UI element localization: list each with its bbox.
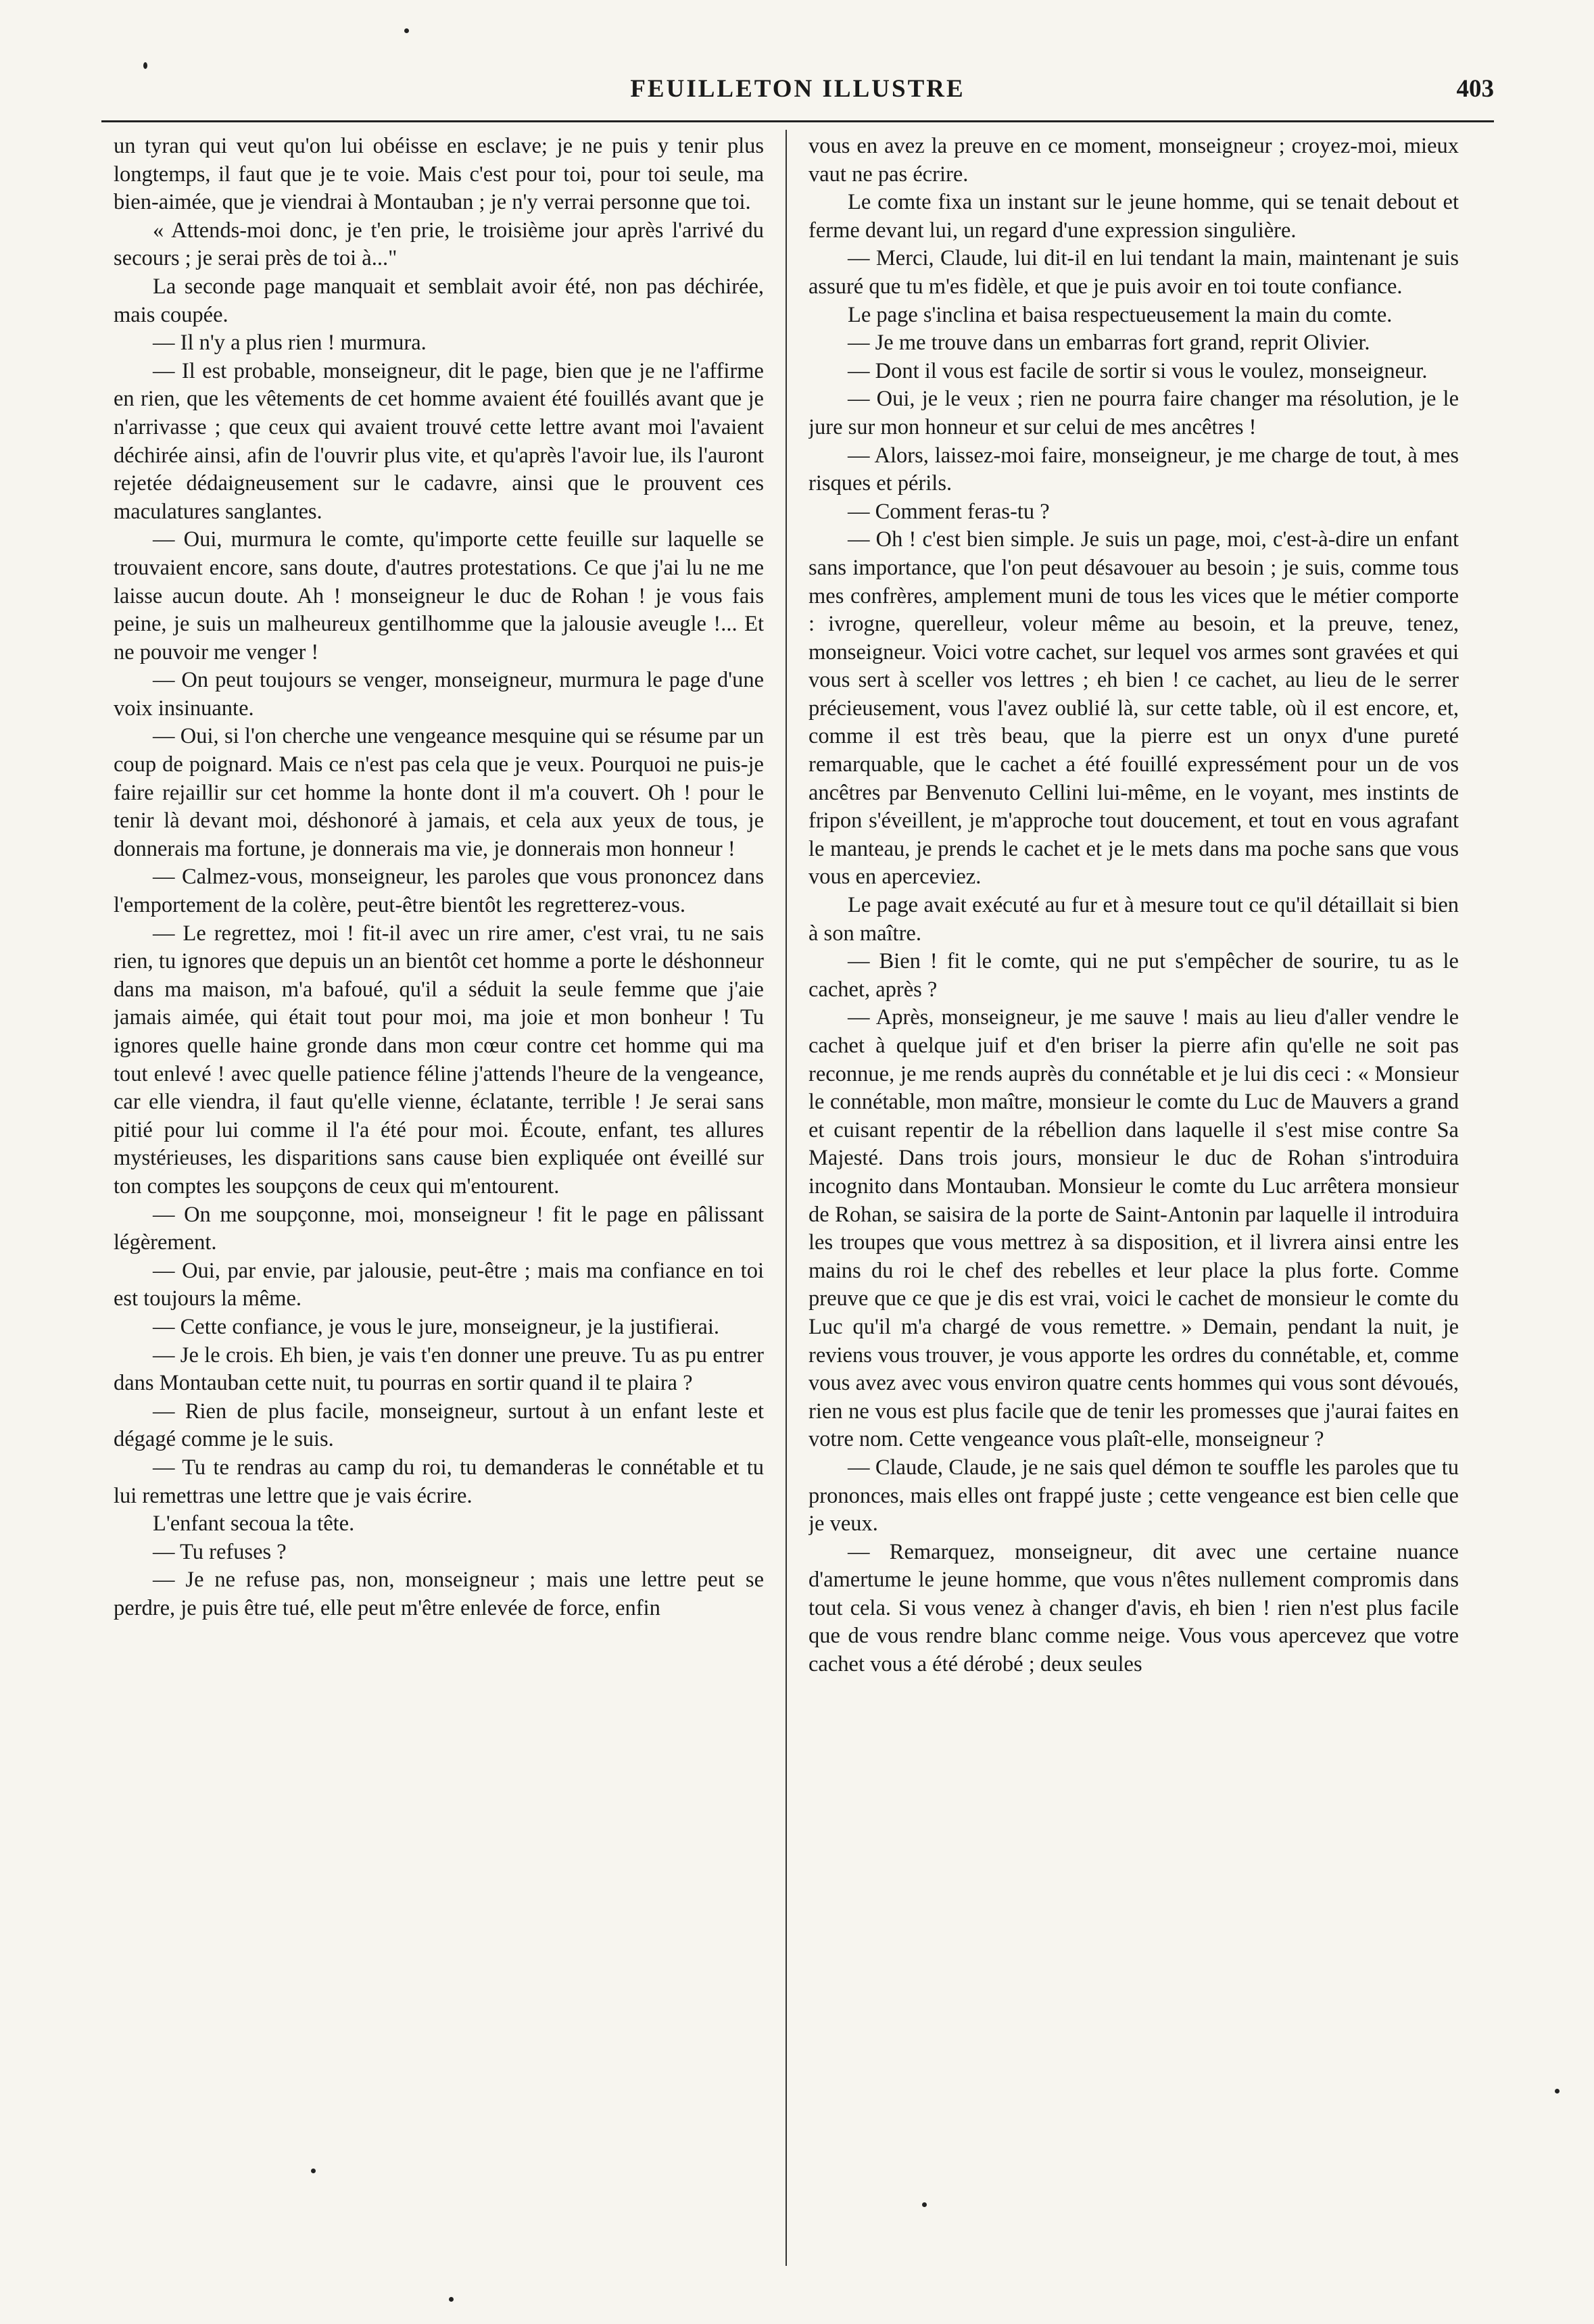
paragraph: — Je me trouve dans un embarras fort grand, reprit Olivier. — [848, 331, 1370, 356]
paragraph: — Il est probable, monseigneur, dit le page, bien que je ne l'affirme en rien, que les vêtements de cet homme avaient été fouillés avant que je n'arrivasse ; que ceux qui avaient trouvé cette lettre avant moi l'avaient déchirée ainsi, afin de l'ouvrir plus vite, et qu'après l'avoir lue, ils l'auront rejetée dédaigneusement sur le cadavre, ainsi que le prouvent ces maculatures sanglantes. — [114, 358, 764, 524]
paragraph: — Cette confiance, je vous le jure, monseigneur, je la justifierai. — [153, 1314, 720, 1339]
print-speck — [311, 2169, 316, 2173]
paragraph: Le comte fixa un instant sur le jeune homme, qui se tenait debout et ferme devant lui, un regard d'une expression singulière. — [808, 190, 1459, 243]
paragraph: — Calmez-vous, monseigneur, les paroles que vous prononcez dans l'emportement de la colère, peut-être bientôt les regretterez-vous. — [114, 865, 764, 918]
paragraph: « Attends-moi donc, je t'en prie, le troisième jour après l'arrivé du secours ; je serai près de toi à..." — [114, 218, 764, 271]
paragraph: Le page avait exécuté au fur et à mesure tout ce qu'il détaillait si bien à son maître. — [808, 893, 1459, 946]
paragraph: — Tu te rendras au camp du roi, tu demanderas le connétable et tu lui remettras une lettre que je vais écrire. — [114, 1455, 764, 1508]
print-speck — [449, 2297, 454, 2302]
paragraph: — Alors, laissez-moi faire, monseigneur, je me charge de tout, à mes risques et périls. — [808, 443, 1459, 496]
paragraph: — Oh ! c'est bien simple. Je suis un page, moi, c'est-à-dire un enfant sans importance, que l'on peut désavouer au besoin ; je suis, comme tous mes confrères, amplement muni de tous les vices que le métier comporte : ivrogne, querelleur, voleur même au besoin, et la preuve, tenez, monseigneur. Voici votre cachet, sur lequel vos armes sont gravées et qui vous sert à sceller vos lettres ; eh bien ! ce cachet, au lieu de le serrer précieusement, vous l'avez oublié là, sur cette table, où il est encore, et, comme il est très beau, que la pierre est un onyx d'une pureté remarquable, que le cachet a été fouillé expressément pour un de vos ancêtres par Benvenuto Cellini lui-même, en le voyant, mes instints de fripon s'éveillent, je m'approche tout doucement, et tout en vous agrafant le manteau, je prends le cachet et je le mets dans ma poche sans que vous vous en aperceviez. — [808, 527, 1459, 890]
paragraph: — Dont il vous est facile de sortir si vous le voulez, monseigneur. — [848, 358, 1428, 383]
paragraph: — Merci, Claude, lui dit-il en lui tendant la main, maintenant je suis assuré que tu m'es fidèle, et que je puis avoir en toi toute confiance. — [808, 246, 1459, 299]
paragraph: — On me soupçonne, moi, monseigneur ! fit le page en pâlissant légèrement. — [114, 1202, 764, 1255]
paragraph: — Oui, par envie, par jalousie, peut-être ; mais ma confiance en toi est toujours la même. — [114, 1258, 764, 1311]
paragraph: La seconde page manquait et semblait avoir été, non pas déchirée, mais coupée. — [114, 274, 764, 327]
right-column — [808, 132, 1459, 2262]
paragraph: — Oui, je le veux ; rien ne pourra faire changer ma résolution, je le jure sur mon honneur et sur celui de mes ancêtres ! — [808, 387, 1459, 439]
left-column — [114, 132, 764, 2262]
print-speck — [922, 2202, 927, 2207]
running-title: FEUILLETON ILLUSTRE — [630, 75, 965, 103]
paragraph: vous en avez la preuve en ce moment, monseigneur ; croyez-moi, mieux vaut ne pas écrire. — [808, 134, 1459, 187]
paragraph: Le page s'inclina et baisa respectueusement la main du comte. — [848, 302, 1393, 327]
paragraph: — Claude, Claude, je ne sais quel démon te souffle les paroles que tu prononces, mais elles ont frappé juste ; cette vengeance est bien celle que je veux. — [808, 1455, 1459, 1536]
paragraph: — Comment feras-tu ? — [848, 499, 1050, 524]
paragraph: — Tu refuses ? — [153, 1539, 287, 1564]
print-speck — [1555, 2089, 1560, 2093]
paragraph: L'enfant secoua la tête. — [153, 1511, 355, 1536]
paragraph: — Rien de plus facile, monseigneur, surtout à un enfant leste et dégagé comme je le suis. — [114, 1399, 764, 1452]
header-rule — [101, 120, 1494, 122]
column-divider — [786, 130, 787, 2266]
print-speck — [143, 62, 147, 69]
page-number: 403 — [1456, 75, 1494, 103]
paragraph: — Bien ! fit le comte, qui ne put s'empêcher de sourire, tu as le cachet, après ? — [808, 949, 1459, 1002]
paragraph: — Oui, si l'on cherche une vengeance mesquine qui se résume par un coup de poignard. Mais ce n'est pas cela que je veux. Pourquoi ne puis-je faire rejaillir sur cet homme la honte dont il m'a couvert. Oh ! pour le tenir là devant moi, déshonoré à jamais, et cela aux yeux de tous, je donnerais ma fortune, je donnerais ma vie, je donnerais mon honneur ! — [114, 724, 764, 861]
paragraph: — Oui, murmura le comte, qu'importe cette feuille sur laquelle se trouvaient encore, sans doute, d'autres protestations. Ce que j'ai lu ne me laisse aucun doute. Ah ! monseigneur le duc de Rohan ! je vous fais peine, je suis un malheureux gentilhomme que la jalousie aveugle !... Et ne pouvoir me venger ! — [114, 527, 764, 664]
page-header — [101, 74, 1494, 112]
paragraph: — Après, monseigneur, je me sauve ! mais au lieu d'aller vendre le cachet à quelque juif et d'en briser la pierre afin qu'elle ne soit pas reconnue, je me rends auprès du connétable et je lui dis ceci : « Monsieur le connétable, mon maître, monsieur le comte du Luc de Mauvers a grand et cuisant repentir de la rébellion dans laquelle il s'est mise contre Sa Majesté. Dans trois jours, monsieur le duc de Rohan s'introduira incognito dans Montauban. Monsieur le comte du Luc arrêtera monsieur de Rohan, se saisira de la porte de Saint-Antonin par laquelle il introduira les troupes que vous mettrez à sa disposition, et il livrera ainsi entre les mains du roi le chef des rebelles et leur place la plus forte. Comme preuve que ce que je dis est vrai, voici le cachet de monsieur le comte du Luc qu'il m'a chargé de vous remettre. » Demain, pendant la nuit, je reviens vous trouver, je vous apporte les ordres du connétable, et, comme vous avez avec vous environ quatre cents hommes qui vous sont dévoués, rien ne vous est plus facile que de tenir les promesses que j'aurai faites en votre nom. Cette vengeance vous plaît-elle, monseigneur ? — [808, 1005, 1459, 1452]
paragraph: un tyran qui veut qu'on lui obéisse en esclave; je ne puis y tenir plus longtemps, il faut que je te voie. Mais c'est pour toi, pour toi seule, ma bien-aimée, que je viendrai à Montauban ; je n'y verrai personne que toi. — [114, 134, 764, 215]
print-speck — [404, 28, 409, 33]
paragraph: — Il n'y a plus rien ! murmura. — [153, 331, 427, 356]
paragraph: — On peut toujours se venger, monseigneur, murmura le page d'une voix insinuante. — [114, 668, 764, 721]
paragraph: — Je le crois. Eh bien, je vais t'en donner une preuve. Tu as pu entrer dans Montauban cette nuit, tu pourras en sortir quand il te plaira ? — [114, 1342, 764, 1396]
paragraph: — Le regrettez, moi ! fit-il avec un rire amer, c'est vrai, tu ne sais rien, tu ignores que depuis un an bientôt cet homme a porte le déshonneur dans ma maison, m'a bafoué, qu'il a séduit la seule femme que j'aie jamais aimée, qui était tout pour moi, ma joie et mon bonheur ! Tu ignores quelle haine gronde dans mon cœur contre cet homme qui ma tout enlevé ! avec quelle patience féline j'attends l'heure de la vengeance, car elle viendra, il faut qu'elle vienne, éclatante, terrible ! Je serai sans pitié pour lui comme il l'a été pour moi. Écoute, enfant, tes allures mystérieuses, les disparitions sans cause bien expliquée ont éveillé sur ton comptes les soupçons de ceux qui m'entourent. — [114, 921, 764, 1199]
paragraph: — Remarquez, monseigneur, dit avec une certaine nuance d'amertume le jeune homme, que vous n'êtes nullement compromis dans tout cela. Si vous venez à changer d'avis, eh bien ! rien n'est plus facile que de vous rendre blanc comme neige. Vous vous apercevez que votre cachet vous a été dérobé ; deux seules — [808, 1539, 1459, 1677]
paragraph: — Je ne refuse pas, non, monseigneur ; mais une lettre peut se perdre, je puis être tué, elle peut m'être enlevée de force, enfin — [114, 1568, 764, 1620]
